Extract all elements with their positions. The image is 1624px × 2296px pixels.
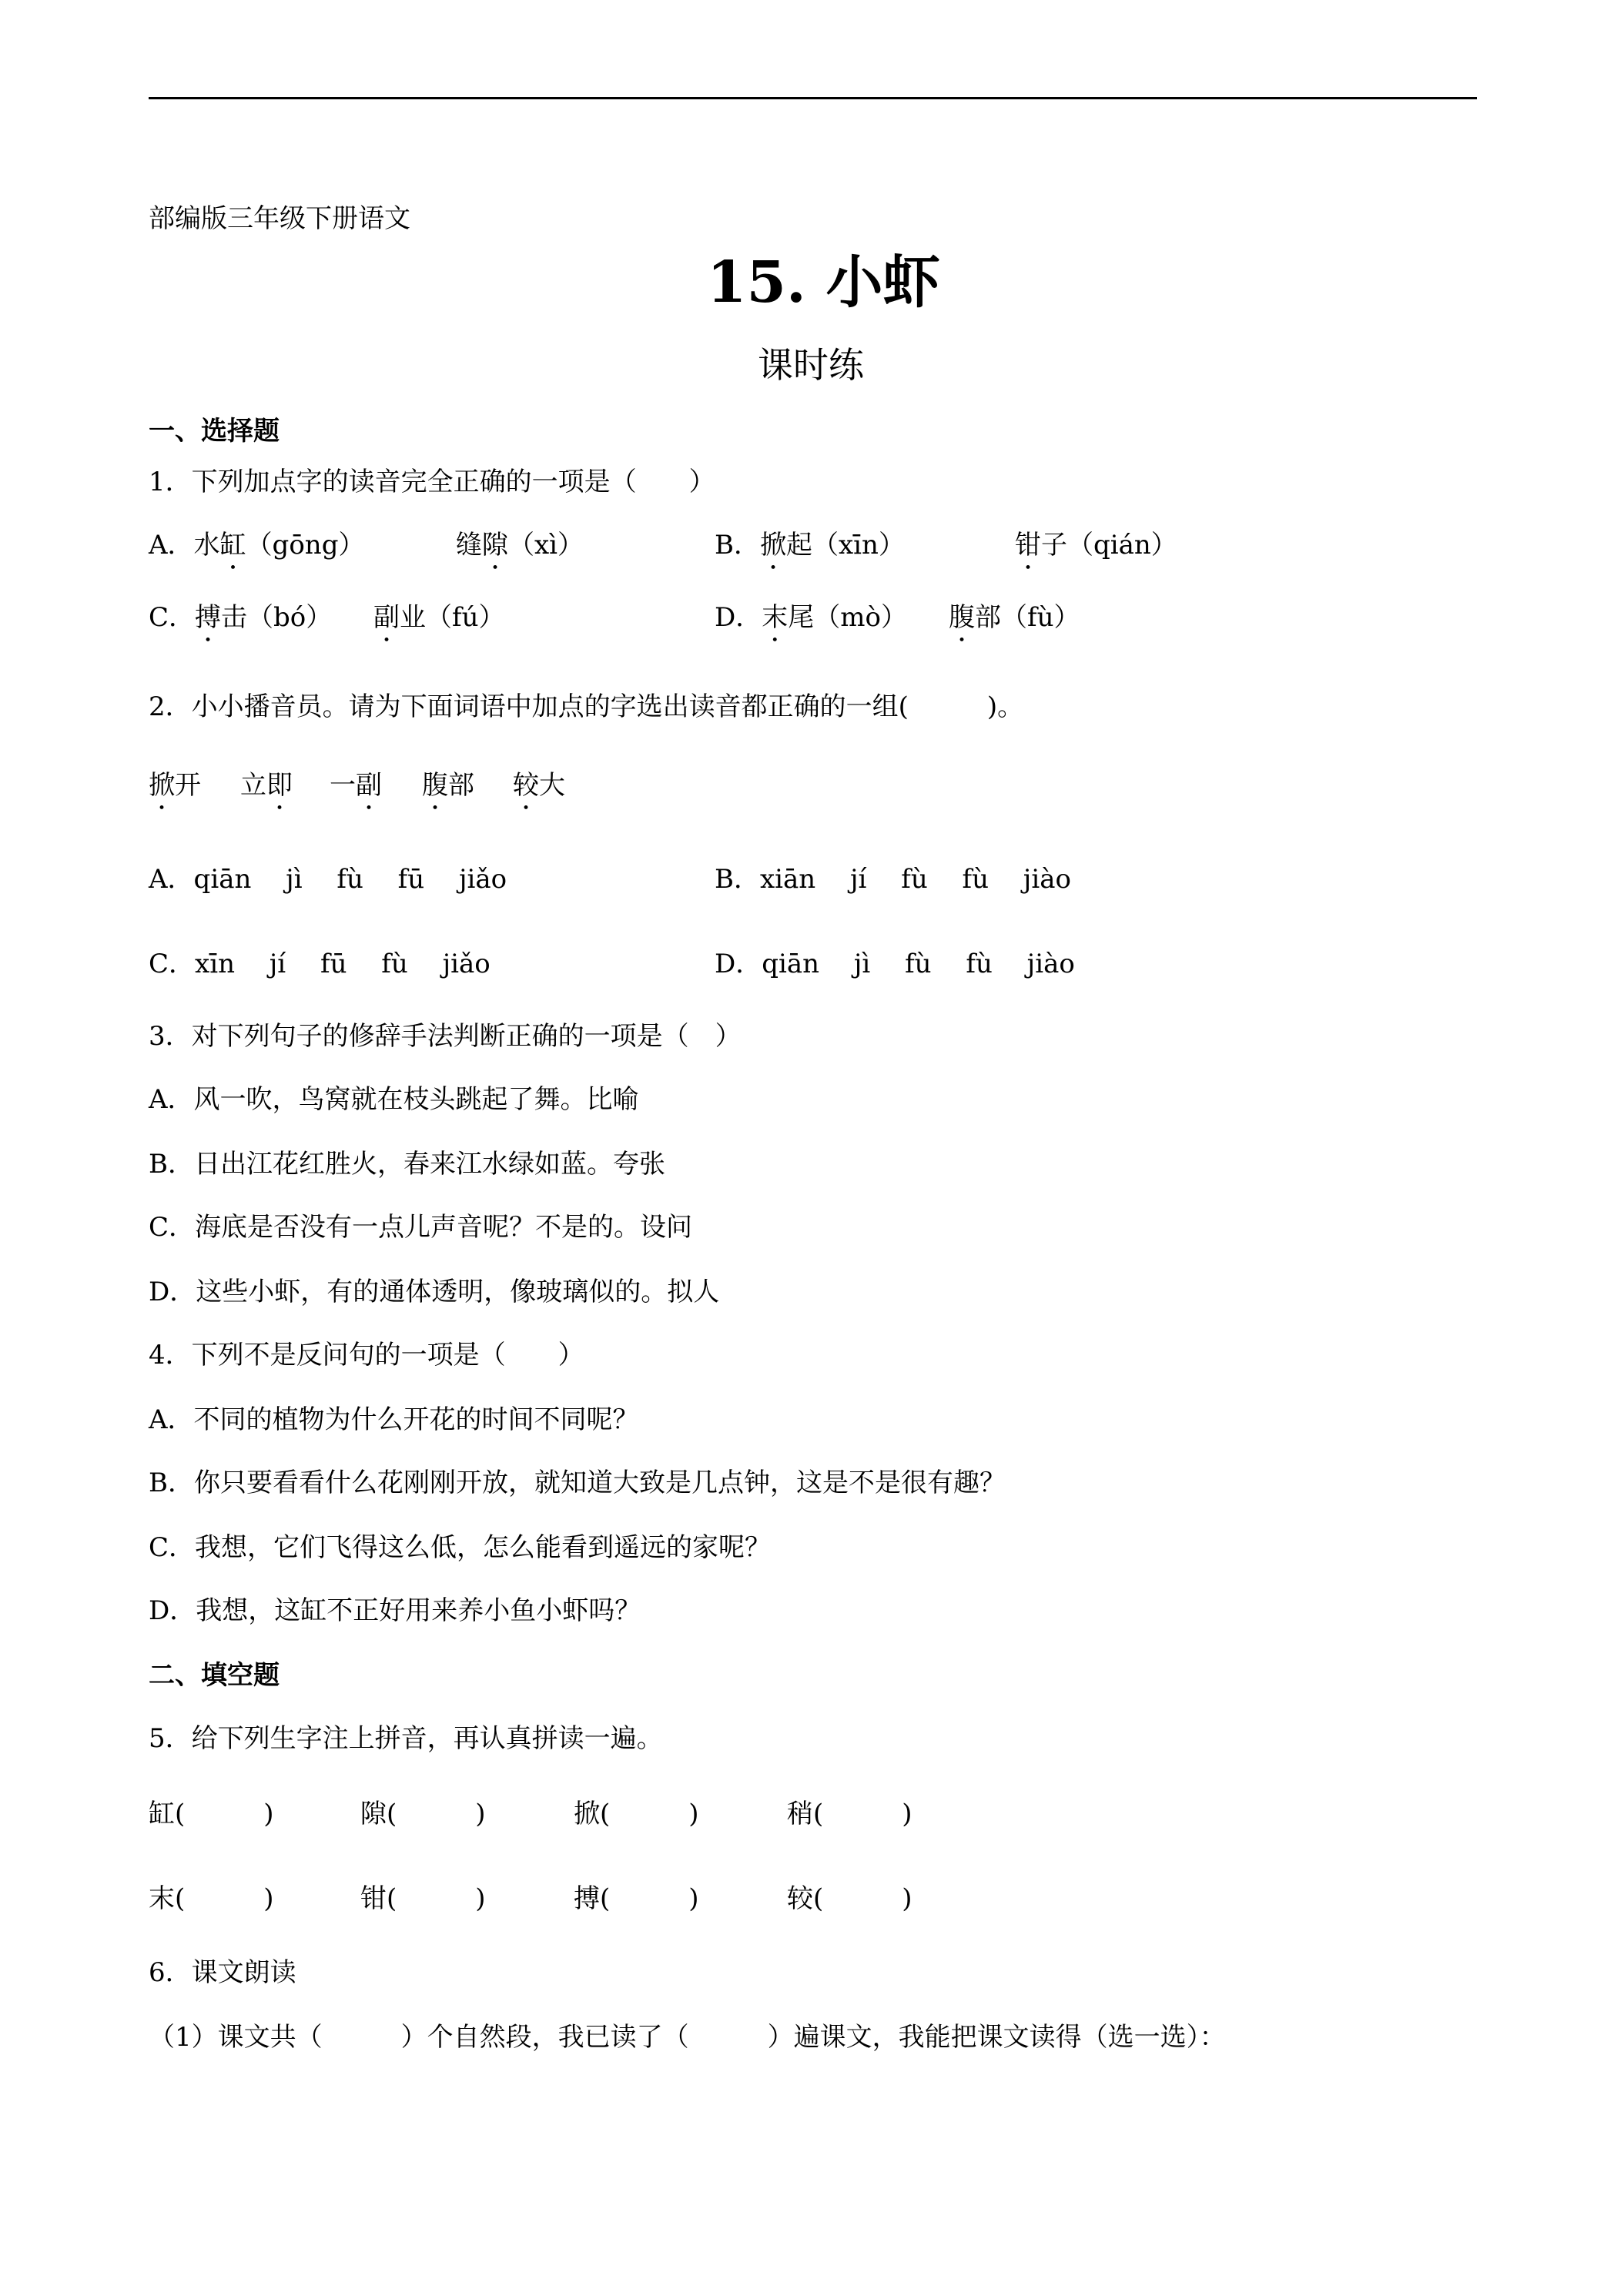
dotted-char: 末 [762, 602, 789, 633]
word-text: 大 [539, 770, 565, 801]
pinyin-text: 尾（mò） [788, 602, 907, 633]
question-5-stem: 5．给下列生字注上拼音，再认真拼读一遍。 [149, 1723, 663, 1754]
q5-char-blank: 末( ) [149, 1883, 274, 1914]
section-heading-choice: 一、选择题 [149, 416, 280, 447]
q5-char-blank: 隙( ) [360, 1799, 486, 1829]
q1-option-d [715, 601, 907, 648]
dotted-char: 副 [373, 602, 400, 633]
q5-char-blank: 掀( ) [574, 1799, 699, 1829]
question-3-stem: 3．对下列句子的修辞手法判断正确的一项是（ ） [149, 1021, 742, 1052]
dotted-char: 搏 [195, 602, 222, 633]
pinyin-text: 起（xīn） [786, 530, 905, 561]
q2-word-1 [149, 768, 201, 816]
section-heading-fill: 二、填空题 [149, 1660, 280, 1691]
q2-option-c: C．xīn jí fū fù jiǎo [149, 949, 491, 979]
dotted-char: 较 [513, 770, 539, 801]
word-text: 部 [448, 770, 474, 801]
question-4-stem: 4．下列不是反问句的一项是（ ） [149, 1340, 584, 1371]
page-title: 15. 小虾 [707, 249, 940, 316]
option-label: D． [715, 602, 762, 633]
q2-word-2 [240, 768, 293, 816]
q1-option-b [715, 528, 905, 576]
q1-option-a-word2 [456, 528, 584, 576]
question-2-stem: 2．小小播音员。请为下面词语中加点的字选出读音都正确的一组( )。 [149, 691, 1024, 722]
q4-option-d: D．我想，这缸不正好用来养小鱼小虾吗？ [149, 1595, 641, 1626]
q6-sub-1: （1）课文共（ ）个自然段，我已读了（ ）遍课文，我能把课文读得（选一选）： [149, 2022, 1226, 2053]
pinyin-text: 业（fú） [400, 602, 505, 633]
q2-option-a: A．qiān jì fù fū jiǎo [149, 864, 507, 895]
q4-option-c: C．我想，它们飞得这么低，怎么能看到遥远的家呢？ [149, 1532, 772, 1563]
q2-option-d: D．qiān jì fù fù jiào [715, 949, 1075, 979]
q1-option-c [149, 601, 332, 648]
word-text: 缝 [456, 530, 482, 561]
dotted-char: 掀 [760, 530, 786, 561]
option-label: C． [149, 602, 196, 633]
q5-char-blank: 搏( ) [574, 1883, 699, 1914]
q1-option-b-word2 [1015, 528, 1177, 576]
q3-option-c: C．海底是否没有一点儿声音呢？不是的。设问 [149, 1212, 693, 1243]
q1-option-a [149, 528, 364, 576]
q5-char-blank: 稍( ) [787, 1799, 912, 1829]
word-text: 立 [240, 770, 266, 801]
question-1-stem: 1．下列加点字的读音完全正确的一项是（ ） [149, 467, 715, 497]
word-text: 水 [193, 530, 220, 561]
word-text: 开 [175, 770, 201, 801]
q5-char-blank: 缸( ) [149, 1799, 274, 1829]
q2-word-3 [330, 768, 382, 816]
option-label: A． [149, 530, 194, 561]
word-text: 一 [330, 770, 356, 801]
dotted-char: 腹 [949, 602, 975, 633]
subject-label: 部编版三年级下册语文 [149, 203, 410, 234]
question-6-stem: 6．课文朗读 [149, 1957, 296, 1988]
page-subtitle: 课时练 [758, 344, 864, 386]
pinyin-text: 击（bó） [221, 602, 333, 633]
dotted-char: 掀 [149, 770, 175, 801]
q1-option-c-word2 [373, 601, 504, 648]
pinyin-text: 子（qián） [1041, 530, 1177, 561]
q3-option-d: D．这些小虾，有的通体透明，像玻璃似的。拟人 [149, 1277, 720, 1307]
q3-option-a: A．风一吹，鸟窝就在枝头跳起了舞。比喻 [149, 1084, 639, 1115]
option-label: B． [715, 530, 760, 561]
pinyin-text: （xì） [508, 530, 584, 561]
q2-option-b: B．xiān jí fù fù jiào [715, 864, 1071, 895]
dotted-char: 钳 [1015, 530, 1041, 561]
dotted-char: 即 [266, 770, 293, 801]
q5-char-blank: 较( ) [787, 1883, 912, 1914]
dotted-char: 隙 [482, 530, 508, 561]
q3-option-b: B．日出江花红胜火，春来江水绿如蓝。夸张 [149, 1149, 665, 1180]
q5-char-blank: 钳( ) [360, 1883, 486, 1914]
q4-option-a: A．不同的植物为什么开花的时间不同呢？ [149, 1404, 639, 1435]
dotted-char: 缸 [219, 530, 246, 561]
q2-word-5 [513, 768, 565, 816]
q4-option-b: B．你只要看看什么花刚刚开放，就知道大致是几点钟，这是不是很有趣？ [149, 1468, 1006, 1498]
dotted-char: 副 [356, 770, 382, 801]
dotted-char: 腹 [422, 770, 448, 801]
pinyin-text: 部（fù） [975, 602, 1080, 633]
q1-option-d-word2 [949, 601, 1080, 648]
q2-word-4 [422, 768, 474, 816]
pinyin-text: （gōng） [246, 530, 365, 561]
header-rule [149, 97, 1477, 99]
